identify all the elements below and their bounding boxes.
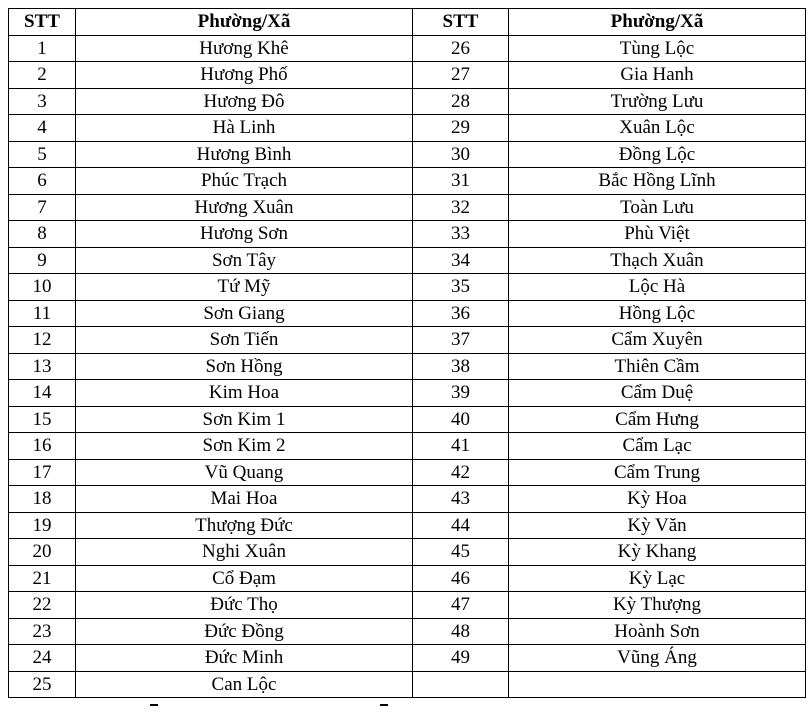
- stt-cell: 18: [9, 486, 76, 513]
- ward-name-cell: Đức Đồng: [76, 618, 413, 645]
- ward-name-cell: Hà Linh: [76, 115, 413, 142]
- table-row: [9, 62, 806, 89]
- ward-name-cell: Sơn Tiến: [76, 327, 413, 354]
- stt-cell: 14: [9, 380, 76, 407]
- stt-cell: 23: [9, 618, 76, 645]
- stt-cell: 39: [413, 380, 509, 407]
- stt-cell: 19: [9, 512, 76, 539]
- table-row: [9, 512, 806, 539]
- stt-cell: 7: [9, 194, 76, 221]
- table-row: [9, 221, 806, 248]
- ward-name-cell: Đồng Lộc: [509, 141, 806, 168]
- ward-name-cell: Cẩm Xuyên: [509, 327, 806, 354]
- stt-cell: 11: [9, 300, 76, 327]
- ward-name-cell: Bắc Hồng Lĩnh: [509, 168, 806, 195]
- table-row: [9, 274, 806, 301]
- header-stt-right: STT: [413, 9, 509, 36]
- header-ward-left: Phường/Xã: [76, 9, 413, 36]
- stt-cell: 4: [9, 115, 76, 142]
- ward-name-cell: Sơn Kim 1: [76, 406, 413, 433]
- ward-name-cell: Vũng Áng: [509, 645, 806, 672]
- table-row: [9, 115, 806, 142]
- stt-cell: 16: [9, 433, 76, 460]
- ward-name-cell: Kỳ Khang: [509, 539, 806, 566]
- stt-cell: 8: [9, 221, 76, 248]
- stt-cell: 45: [413, 539, 509, 566]
- ward-name-cell: Kỳ Thượng: [509, 592, 806, 619]
- ward-name-cell: [509, 671, 806, 698]
- stt-cell: 47: [413, 592, 509, 619]
- table-row: [9, 459, 806, 486]
- stt-cell: 2: [9, 62, 76, 89]
- stt-cell: 20: [9, 539, 76, 566]
- stt-cell: 22: [9, 592, 76, 619]
- table-row: [9, 247, 806, 274]
- ward-name-cell: Đức Minh: [76, 645, 413, 672]
- stt-cell: 9: [9, 247, 76, 274]
- ward-name-cell: Hương Sơn: [76, 221, 413, 248]
- ward-name-cell: Hương Xuân: [76, 194, 413, 221]
- stt-cell: 48: [413, 618, 509, 645]
- table-row: [9, 618, 806, 645]
- ward-name-cell: Mai Hoa: [76, 486, 413, 513]
- table-row: [9, 194, 806, 221]
- stt-cell: 38: [413, 353, 509, 380]
- cut-off-diacritic-mark: [150, 704, 158, 709]
- stt-cell: 31: [413, 168, 509, 195]
- stt-cell: 41: [413, 433, 509, 460]
- stt-cell: 24: [9, 645, 76, 672]
- ward-name-cell: Hương Khê: [76, 35, 413, 62]
- ward-name-cell: Sơn Hồng: [76, 353, 413, 380]
- ward-name-cell: Sơn Tây: [76, 247, 413, 274]
- table-row: [9, 486, 806, 513]
- stt-cell: 6: [9, 168, 76, 195]
- stt-cell: 10: [9, 274, 76, 301]
- stt-cell: 33: [413, 221, 509, 248]
- table-header: [9, 9, 806, 36]
- ward-name-cell: Kỳ Văn: [509, 512, 806, 539]
- ward-name-cell: Thượng Đức: [76, 512, 413, 539]
- header-stt-left: STT: [9, 9, 76, 36]
- stt-cell: [413, 671, 509, 698]
- ward-name-cell: Cẩm Trung: [509, 459, 806, 486]
- ward-name-cell: Toàn Lưu: [509, 194, 806, 221]
- ward-name-cell: Tứ Mỹ: [76, 274, 413, 301]
- ward-name-cell: Phù Việt: [509, 221, 806, 248]
- stt-cell: 5: [9, 141, 76, 168]
- table-row: [9, 168, 806, 195]
- cut-off-next-line: [0, 700, 810, 713]
- ward-name-cell: Sơn Kim 2: [76, 433, 413, 460]
- ward-name-cell: Kỳ Lạc: [509, 565, 806, 592]
- header-ward-right: Phường/Xã: [509, 9, 806, 36]
- ward-name-cell: Hoành Sơn: [509, 618, 806, 645]
- stt-cell: 28: [413, 88, 509, 115]
- table-row: [9, 35, 806, 62]
- stt-cell: 44: [413, 512, 509, 539]
- stt-cell: 32: [413, 194, 509, 221]
- table-body: [9, 35, 806, 698]
- ward-name-cell: Can Lộc: [76, 671, 413, 698]
- table-row: [9, 565, 806, 592]
- table-row: [9, 539, 806, 566]
- ward-name-cell: Đức Thọ: [76, 592, 413, 619]
- table-row: [9, 433, 806, 460]
- ward-name-cell: Lộc Hà: [509, 274, 806, 301]
- stt-cell: 1: [9, 35, 76, 62]
- ward-name-cell: Hồng Lộc: [509, 300, 806, 327]
- stt-cell: 35: [413, 274, 509, 301]
- table-row: [9, 380, 806, 407]
- ward-name-cell: Xuân Lộc: [509, 115, 806, 142]
- table-row: [9, 592, 806, 619]
- ward-name-cell: Thiên Cầm: [509, 353, 806, 380]
- stt-cell: 30: [413, 141, 509, 168]
- stt-cell: 46: [413, 565, 509, 592]
- ward-name-cell: Cẩm Duệ: [509, 380, 806, 407]
- table-row: [9, 671, 806, 698]
- stt-cell: 42: [413, 459, 509, 486]
- stt-cell: 34: [413, 247, 509, 274]
- table-row: [9, 141, 806, 168]
- ward-name-cell: Sơn Giang: [76, 300, 413, 327]
- ward-name-cell: Vũ Quang: [76, 459, 413, 486]
- ward-name-cell: Nghi Xuân: [76, 539, 413, 566]
- ward-name-cell: Gia Hanh: [509, 62, 806, 89]
- ward-name-cell: Hương Phố: [76, 62, 413, 89]
- stt-cell: 40: [413, 406, 509, 433]
- ward-name-cell: Thạch Xuân: [509, 247, 806, 274]
- ward-name-cell: Kim Hoa: [76, 380, 413, 407]
- stt-cell: 3: [9, 88, 76, 115]
- ward-name-cell: Tùng Lộc: [509, 35, 806, 62]
- stt-cell: 36: [413, 300, 509, 327]
- stt-cell: 29: [413, 115, 509, 142]
- wards-table: [8, 8, 806, 698]
- stt-cell: 27: [413, 62, 509, 89]
- stt-cell: 13: [9, 353, 76, 380]
- ward-name-cell: Hương Bình: [76, 141, 413, 168]
- ward-name-cell: Cổ Đạm: [76, 565, 413, 592]
- stt-cell: 25: [9, 671, 76, 698]
- stt-cell: 15: [9, 406, 76, 433]
- table-row: [9, 88, 806, 115]
- table-row: [9, 300, 806, 327]
- table-row: [9, 406, 806, 433]
- table-row: [9, 645, 806, 672]
- stt-cell: 21: [9, 565, 76, 592]
- ward-name-cell: Cẩm Lạc: [509, 433, 806, 460]
- ward-name-cell: Trường Lưu: [509, 88, 806, 115]
- ward-name-cell: Phúc Trạch: [76, 168, 413, 195]
- stt-cell: 12: [9, 327, 76, 354]
- stt-cell: 26: [413, 35, 509, 62]
- table-row: [9, 353, 806, 380]
- stt-cell: 17: [9, 459, 76, 486]
- stt-cell: 43: [413, 486, 509, 513]
- stt-cell: 49: [413, 645, 509, 672]
- ward-name-cell: Hương Đô: [76, 88, 413, 115]
- ward-name-cell: Kỳ Hoa: [509, 486, 806, 513]
- header-row: [9, 9, 806, 36]
- stt-cell: 37: [413, 327, 509, 354]
- ward-name-cell: Cẩm Hưng: [509, 406, 806, 433]
- table-row: [9, 327, 806, 354]
- cut-off-diacritic-mark: [380, 704, 388, 709]
